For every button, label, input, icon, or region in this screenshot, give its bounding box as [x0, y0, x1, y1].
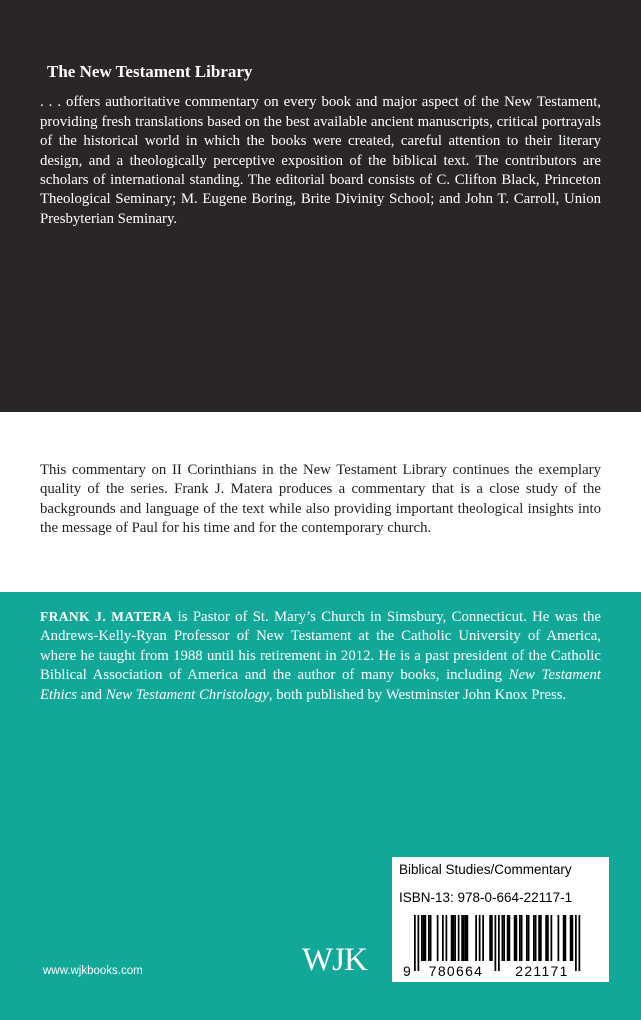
- category-label: Biblical Studies/Commentary: [399, 862, 572, 877]
- barcode-bar: [509, 915, 511, 961]
- author-name: FRANK J. MATERA: [40, 609, 173, 624]
- barcode-bar: [535, 915, 537, 961]
- barcode-bar: [516, 915, 518, 961]
- barcode-bar: [570, 915, 572, 961]
- book-title-ethics: New Testament Ethics: [40, 667, 601, 703]
- barcode-bar: [495, 915, 497, 971]
- barcode-bar: [502, 915, 504, 961]
- barcode-bar: [489, 915, 491, 961]
- barcode-box: [392, 857, 609, 982]
- barcode-bar: [430, 915, 432, 961]
- barcode-bar: [475, 915, 477, 961]
- barcode-bar: [563, 915, 565, 961]
- barcode-bar: [521, 915, 523, 961]
- publisher-logo: WJK: [302, 942, 367, 978]
- author-bio-text-2: and: [77, 686, 106, 703]
- barcode-bar: [458, 915, 460, 961]
- barcode-bar: [491, 915, 493, 961]
- barcode-bar: [482, 915, 484, 961]
- barcode-bar: [453, 915, 455, 961]
- barcode-bar: [463, 915, 465, 961]
- barcode-bar: [467, 915, 469, 961]
- series-title: The New Testament Library: [47, 62, 253, 81]
- barcode-bar: [428, 915, 430, 961]
- barcode-bar: [414, 915, 416, 971]
- author-bio-text-3: , both published by Westminster John Knox Press.: [268, 686, 567, 703]
- barcode-first-digit: 9: [403, 963, 411, 979]
- barcode-bar: [540, 915, 542, 961]
- barcode-bar: [479, 915, 481, 961]
- barcode-bar: [461, 915, 463, 961]
- series-blurb: . . . offers authoritative commentary on every book and major aspect of the New Testament, providing fresh translations based on the best available ancient manuscripts, critical portrayals of the historical world in which the books were created, careful attention to their literary design, and a theologically perceptive exposition of the biblical text. The contributors are scholars of international standing. The editorial board consists of C. Clifton Black, Princeton Theological Seminary; M. Eugene Boring, Brite Divinity School; and John T. Carroll, Union Presbyterian Seminary.: [40, 94, 601, 227]
- barcode-bar: [551, 915, 553, 961]
- barcode-bar: [418, 915, 420, 971]
- barcode-bar: [503, 915, 505, 961]
- barcode-bar: [572, 915, 574, 961]
- isbn-label: ISBN-13: 978-0-664-22117-1: [399, 890, 573, 905]
- barcode-bar: [565, 915, 567, 961]
- barcode-bar: [514, 915, 516, 961]
- barcode-bar: [451, 915, 453, 961]
- barcode-right-digits: 221171: [515, 963, 569, 979]
- barcode-bar: [519, 915, 521, 961]
- barcode-bar: [558, 915, 560, 961]
- publisher-website[interactable]: www.wjkbooks.com: [43, 965, 143, 977]
- book-title-christology: New Testament Christology: [105, 686, 269, 703]
- barcode-bar: [575, 915, 577, 971]
- barcode-bar: [423, 915, 425, 961]
- barcode-bar: [526, 915, 528, 961]
- barcode-bar: [421, 915, 423, 961]
- barcode-bar: [446, 915, 448, 961]
- barcode-bar: [547, 915, 549, 961]
- barcode-bar: [437, 915, 439, 961]
- barcode-bar: [442, 915, 444, 961]
- barcode-left-digits: 780664: [428, 963, 484, 979]
- barcode-bar: [579, 915, 581, 971]
- description-panel: [0, 412, 641, 592]
- barcode-bar: [545, 915, 547, 961]
- barcode-bar: [507, 915, 509, 961]
- barcode-bar: [465, 915, 467, 961]
- barcode-bar: [533, 915, 535, 961]
- barcode-bar: [425, 915, 427, 961]
- author-bio-text-1: is Pastor of St. Mary’s Church in Simsbury, Connecticut. He was the Andrews-Kelly-Ryan Professor of New Testament at the Catholic University of America, where he taught from 1988 until his retirement in 2012. He is a past president of the Catholic Biblical Association of America and the author of many books, including: [40, 609, 601, 684]
- barcode-image: [392, 857, 609, 982]
- book-description: This commentary on II Corinthians in the New Testament Library continues the exemplary quality of the series. Frank J. Matera produces a commentary that is a close study of the backgrounds and language of the text while also providing important theological insights into the message of Paul for his time and for the contemporary church.: [40, 462, 601, 537]
- barcode-bar: [454, 915, 456, 961]
- series-panel: [0, 0, 641, 412]
- barcode-bar: [538, 915, 540, 961]
- author-bio: [40, 607, 601, 705]
- barcode-bar: [528, 915, 530, 961]
- barcode-bar: [498, 915, 500, 971]
